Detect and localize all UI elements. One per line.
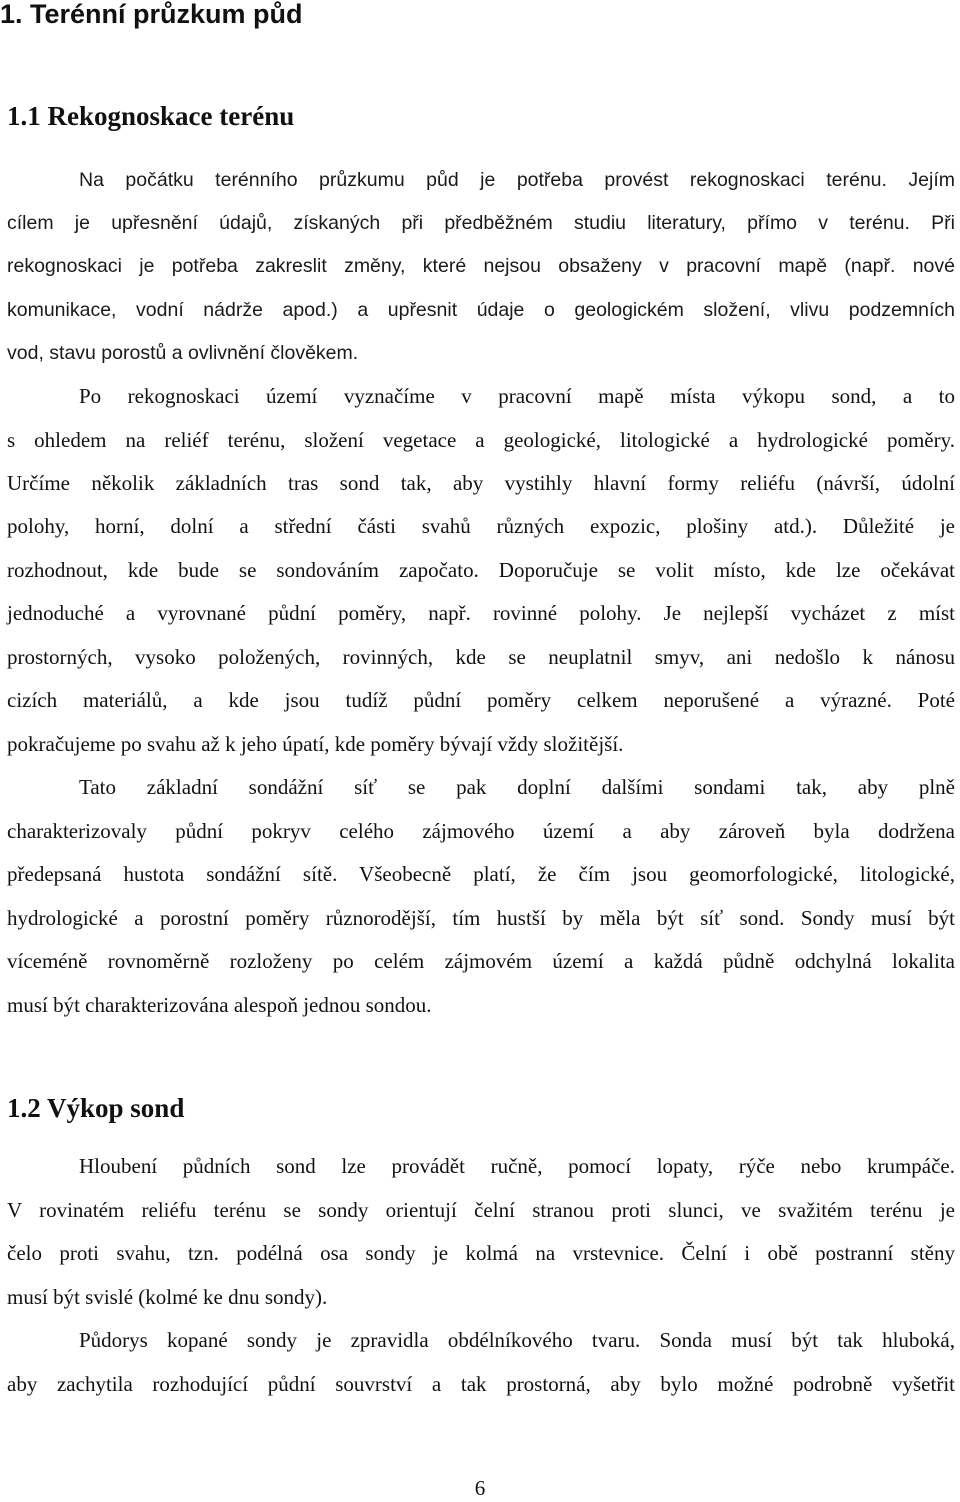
chapter-heading: 1. Terénní průzkum půd xyxy=(0,0,303,29)
paragraph-line: víceméně rovnoměrně rozloženy po celém zájmovém území a každá půdně odchylná lokalita xyxy=(7,949,955,973)
paragraph-line: musí být charakterizována alespoň jednou sondou. xyxy=(7,993,432,1017)
paragraph-line: charakterizovaly půdní pokryv celého zájmového území a aby zároveň byla dodržena xyxy=(7,819,955,843)
paragraph-line: rekognoskaci je potřeba zakreslit změny, které nejsou obsaženy v pracovní mapě (např. nové xyxy=(7,255,955,277)
paragraph-line: aby zachytila rozhodující půdní souvrství a tak prostorná, aby bylo možné podrobně vyšetřit xyxy=(7,1372,955,1396)
page-number: 6 xyxy=(474,1476,486,1500)
paragraph-line: Hloubení půdních sond lze provádět ručně, pomocí lopaty, rýče nebo krumpáče. xyxy=(79,1154,955,1178)
paragraph-line: prostorných, vysoko položených, rovinných, kde se neuplatnil smyv, ani nedošlo k nánosu xyxy=(7,645,955,669)
section-heading-rekognoskace: 1.1 Rekognoskace terénu xyxy=(7,101,295,131)
paragraph-line: komunikace, vodní nádrže apod.) a upřesnit údaje o geologickém složení, vlivu podzemních xyxy=(7,299,955,321)
paragraph-line: vod, stavu porostů a ovlivnění člověkem. xyxy=(7,342,359,364)
section-heading-vykop-sond: 1.2 Výkop sond xyxy=(7,1093,185,1123)
paragraph-line: předepsaná hustota sondážní sítě. Všeobecně platí, že čím jsou geomorfologické, litologické, xyxy=(7,862,955,886)
paragraph-line: hydrologické a porostní poměry různorodější, tím hustší by měla být síť sond. Sondy musí být xyxy=(7,906,955,930)
paragraph-line: Určíme několik základních tras sond tak, aby vystihly hlavní formy reliéfu (návrší, údolní xyxy=(7,471,955,495)
paragraph-line: Na počátku terénního průzkumu půd je potřeba provést rekognoskaci terénu. Jejím xyxy=(79,169,955,191)
paragraph-line: pokračujeme po svahu až k jeho úpatí, kde poměry bývají vždy složitější. xyxy=(7,732,624,756)
paragraph-line: Tato základní sondážní síť se pak doplní dalšími sondami tak, aby plně xyxy=(79,775,955,799)
paragraph-line: cílem je upřesnění údajů, získaných při předběžném studiu literatury, přímo v terénu. Při xyxy=(7,212,955,234)
paragraph-line: Půdorys kopané sondy je zpravidla obdélníkového tvaru. Sonda musí být tak hluboká, xyxy=(79,1328,955,1352)
paragraph-line: V rovinatém reliéfu terénu se sondy orientují čelní stranou proti slunci, ve svažitém terénu je xyxy=(7,1198,955,1222)
paragraph-line: musí být svislé (kolmé ke dnu sondy). xyxy=(7,1285,328,1309)
paragraph-line: jednoduché a vyrovnané půdní poměry, např. rovinné polohy. Je nejlepší vycházet z míst xyxy=(7,601,955,625)
paragraph-line: polohy, horní, dolní a střední části svahů různých expozic, plošiny atd.). Důležité je xyxy=(7,514,955,538)
paragraph-line: rozhodnout, kde bude se sondováním započato. Doporučuje se volit místo, kde lze očekávat xyxy=(7,558,955,582)
paragraph-line: cizích materiálů, a kde jsou tudíž půdní poměry celkem neporušené a výrazné. Poté xyxy=(7,688,955,712)
paragraph-line: Po rekognoskaci území vyznačíme v pracovní mapě místa výkopu sond, a to xyxy=(79,384,955,408)
paragraph-line: s ohledem na reliéf terénu, složení vegetace a geologické, litologické a hydrologické poměry. xyxy=(7,428,955,452)
paragraph-line: čelo proti svahu, tzn. podélná osa sondy je kolmá na vrstevnice. Čelní i obě postranní stěny xyxy=(7,1241,955,1265)
